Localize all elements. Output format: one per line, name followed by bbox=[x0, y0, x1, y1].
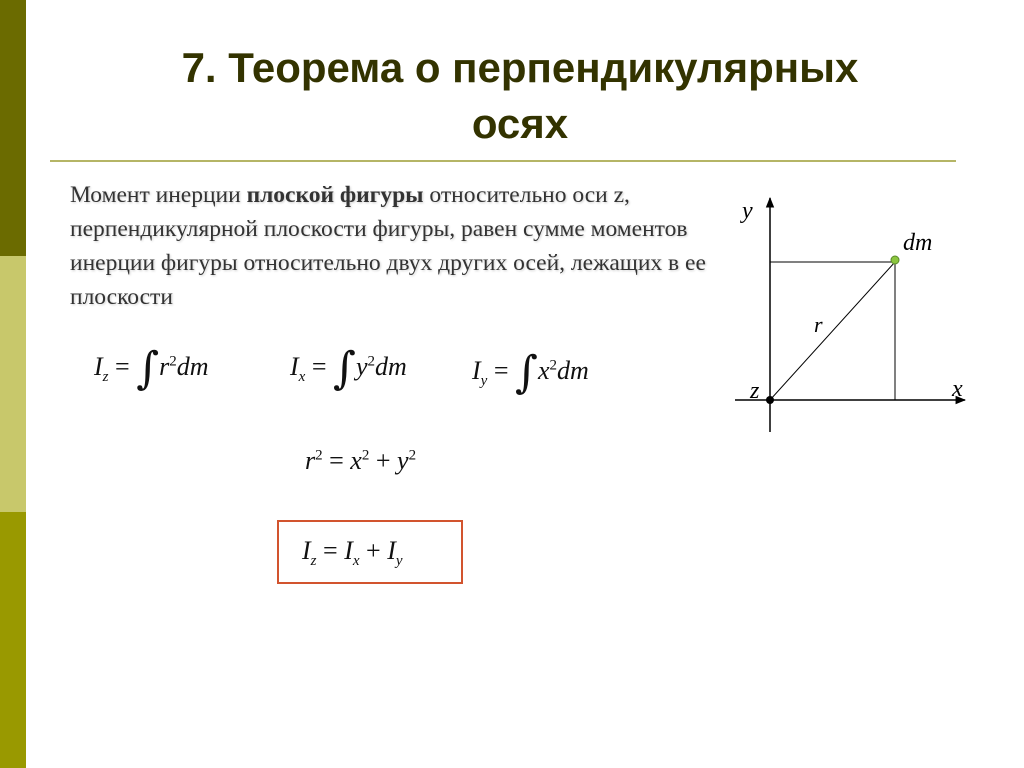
radius-line bbox=[770, 262, 895, 400]
title-line-2: осях bbox=[471, 100, 569, 147]
formula-iy-eq: = bbox=[493, 356, 509, 385]
dm-label: dm bbox=[903, 230, 933, 256]
y-axis-label: y bbox=[742, 198, 753, 224]
statement-bold: плоской фигуры bbox=[246, 182, 424, 208]
formula-iy-sub: y bbox=[480, 373, 488, 390]
formula-result-i1: I bbox=[302, 536, 311, 565]
formula-ix-i: I bbox=[290, 352, 299, 381]
formula-iy-var: x bbox=[537, 356, 550, 385]
origin-point bbox=[766, 396, 774, 404]
formula-r2-sup1: 2 bbox=[315, 447, 323, 464]
formula-ix-eq: = bbox=[311, 352, 327, 381]
formula-r2-plus: + bbox=[375, 446, 391, 475]
integral-sign: ∫ bbox=[136, 343, 160, 394]
formula-result-plus: + bbox=[366, 536, 381, 565]
statement-start: Момент инерции bbox=[70, 182, 247, 208]
formula-iz-sub: z bbox=[102, 369, 109, 386]
formula-r2-sup3: 2 bbox=[408, 447, 417, 464]
formula-iz-eq: = bbox=[115, 352, 130, 381]
formula-r2-sup2: 2 bbox=[361, 447, 370, 464]
formula-result-i3: I bbox=[387, 536, 396, 565]
formula-result-sub1: z bbox=[310, 553, 317, 570]
formula-iz-sup: 2 bbox=[169, 353, 177, 370]
integral-sign: ∫ bbox=[333, 343, 356, 394]
formula-iy-i: I bbox=[472, 356, 481, 385]
formula-result-eq: = bbox=[323, 536, 338, 565]
integral-sign: ∫ bbox=[515, 347, 538, 398]
radius-label: r bbox=[814, 312, 823, 337]
formula-ix-dm: dm bbox=[375, 352, 407, 381]
x-axis-label: x bbox=[952, 376, 963, 402]
formula-ix-sup: 2 bbox=[367, 353, 375, 370]
z-axis-label: z bbox=[750, 378, 760, 404]
formula-result-i2: I bbox=[344, 536, 353, 565]
formula-result-sub3: y bbox=[395, 553, 403, 570]
formula-ix-sub: x bbox=[298, 369, 306, 386]
statement-end: относительно оси z, перпендикулярной плоскости фигуры, равен сумме моментов инерции фигуры относительно двух других осей, лежащих в ее плоскости bbox=[70, 182, 706, 310]
formula-iz-dm: dm bbox=[176, 352, 209, 381]
title-line-1: 7. Теорема о перпендикулярных bbox=[181, 44, 859, 91]
formula-r2-x: x bbox=[350, 446, 362, 475]
formula-iy-dm: dm bbox=[557, 356, 589, 385]
formula-iz-i: I bbox=[94, 352, 103, 381]
formula-r2-r: r bbox=[305, 446, 316, 475]
formula-iz-var: r bbox=[159, 352, 170, 381]
mass-element-point bbox=[891, 256, 899, 264]
formula-iy-sup: 2 bbox=[549, 357, 557, 374]
formula-r2-eq: = bbox=[329, 446, 344, 475]
formula-ix-var: y bbox=[355, 352, 368, 381]
formula-r2-y: y bbox=[397, 446, 409, 475]
formula-result-sub2: x bbox=[352, 553, 360, 570]
